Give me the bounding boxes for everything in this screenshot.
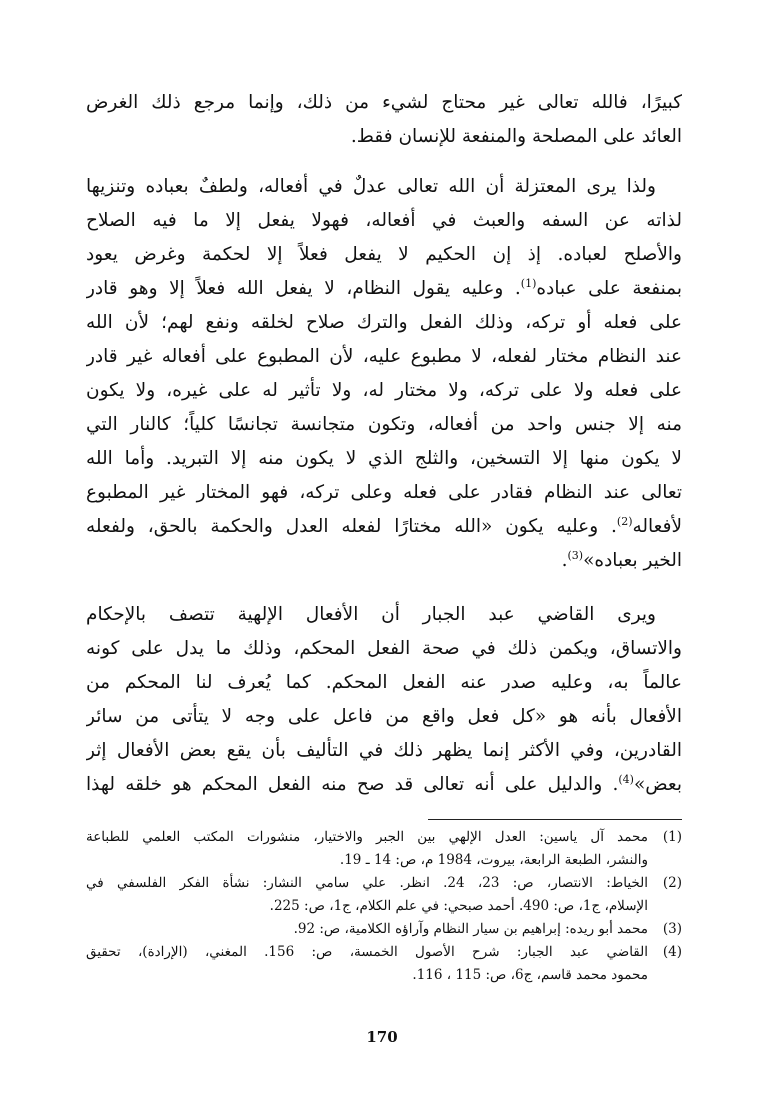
footnote-line: محمد أبو ريده: إبراهيم بن سيار النظام وآراؤه الكلامية، ص: 92. [293, 921, 648, 937]
footnote-line: الإسلام، ج1، ص: 490. أحمد صبحي: في علم الكلام، ج1، ص: 225. [269, 898, 648, 914]
paragraph-1 [86, 86, 682, 154]
page-number: 170 [366, 1028, 398, 1046]
text-line: منه إلا جنس واحد من أفعاله، وتكون متجانسة تجانسًا كلياً؛ كالنار التي [86, 414, 682, 435]
footnote-1 [86, 826, 682, 872]
footnote-number: (1) [662, 829, 682, 845]
text-segment: بعض» [633, 774, 682, 795]
text-segment: . وعليه يكون «الله مختارًا لفعله العدل والحكمة بالحق، ولفعله [86, 516, 617, 537]
text-segment: . وعليه يقول النظام، لا يفعل الله فعلاً إلا وهو قادر [86, 278, 521, 299]
text-line: كبيرًا، فالله تعالى غير محتاج لشيء من ذلك، وإنما مرجع ذلك الغرض [86, 92, 682, 113]
footnote-3 [86, 918, 682, 941]
text-line: ولذا يرى المعتزلة أن الله تعالى عدلٌ في أفعاله، ولطفٌ بعباده وتنزيها [86, 176, 656, 197]
text-line [86, 544, 682, 578]
text-segment: بمنفعة على عباده [536, 278, 682, 299]
text-line: عند النظام مختار لفعله، لا مطبوع عليه، لأن المطبوع على أفعاله غير قادر [86, 346, 682, 367]
text-line: والاتساق، ويكمن ذلك في صحة الفعل المحكم، وذلك ما يدل على كونه [86, 638, 682, 659]
text-line [86, 768, 682, 802]
footnote-separator [428, 819, 682, 820]
text-line: ويرى القاضي عبد الجبار أن الأفعال الإلهية تتصف بالإحكام [86, 604, 656, 625]
text-line [86, 272, 682, 306]
text-line: لا يكون منها إلا التسخين، والثلج الذي لا يكون منه إلا التبريد. وأما الله [86, 448, 682, 469]
text-segment: لأفعاله [632, 516, 682, 537]
footnote-ref-1[interactable]: (1) [520, 276, 537, 290]
text-line: القادرين، وفي الأكثر إنما يظهر ذلك في التأليف بأن يقع بعض الأفعال إثر [86, 740, 682, 761]
paragraph-3 [86, 598, 682, 802]
text-line: على فعله أو تركه، وذلك الفعل والترك صلاح لخلقه ونفع لهم؛ لأن الله [86, 312, 682, 333]
footnote-ref-4[interactable]: (4) [618, 772, 634, 786]
footnote-line: محمود محمد قاسم، ج6، ص: 115 ، 116. [412, 967, 648, 983]
text-segment: . والدليل على أنه تعالى قد صح منه الفعل المحكم هو خلقه لهذا [86, 774, 619, 795]
footnote-ref-3[interactable]: (3) [567, 548, 584, 562]
text-line: تعالى عند النظام فقادر على فعله وعلى تركه، فهو المختار غير المطبوع [86, 482, 682, 503]
text-line: الأفعال بأنه هو «كل فعل واقع من فاعل على وجه لا يتأتى من سائر [86, 706, 682, 727]
footnote-number: (3) [662, 921, 682, 937]
footnote-line: الخياط: الانتصار، ص: 23، 24. انظر. علي سامي النشار: نشأة الفكر الفلسفي في [86, 875, 648, 891]
text-line [86, 510, 682, 544]
text-line: لذاته عن السفه والعبث في أفعاله، فهولا يفعل إلا ما فيه الصلاح [86, 210, 682, 231]
footnote-number: (4) [662, 944, 682, 960]
text-line: عالماً به، وعليه صدر عنه الفعل المحكم. كما يُعرف لنا المحكم من [86, 672, 682, 693]
text-segment: . [561, 550, 568, 571]
footnote-line: محمد آل ياسين: العدل الإلهي بين الجبر والاختيار، منشورات المكتب العلمي للطباعة [86, 829, 648, 845]
footnotes [86, 826, 682, 987]
footnote-4 [86, 941, 682, 987]
footnote-line: والنشر، الطبعة الرابعة، بيروت، 1984 م، ص: 14 ـ 19. [339, 852, 648, 868]
footnote-line: القاضي عبد الجبار: شرح الأصول الخمسة، ص: 156. المغني، (الإرادة)، تحقيق [86, 944, 648, 960]
text-line: العائد على المصلحة والمنفعة للإنسان فقط. [350, 126, 682, 147]
text-line: والأصلح لعباده. إذ إن الحكيم لا يفعل فعلاً إلا لحكمة وغرض يعود [86, 244, 682, 265]
paragraph-2 [86, 170, 682, 578]
text-line: على فعله ولا على تركه، ولا مختار له، ولا تأثير له على غيره، ولا يكون [86, 380, 682, 401]
footnote-ref-2[interactable]: (2) [616, 514, 633, 528]
text-segment: الخير بعباده» [583, 550, 682, 571]
main-text [86, 86, 682, 802]
footnote-2 [86, 872, 682, 918]
footnote-number: (2) [662, 875, 682, 891]
